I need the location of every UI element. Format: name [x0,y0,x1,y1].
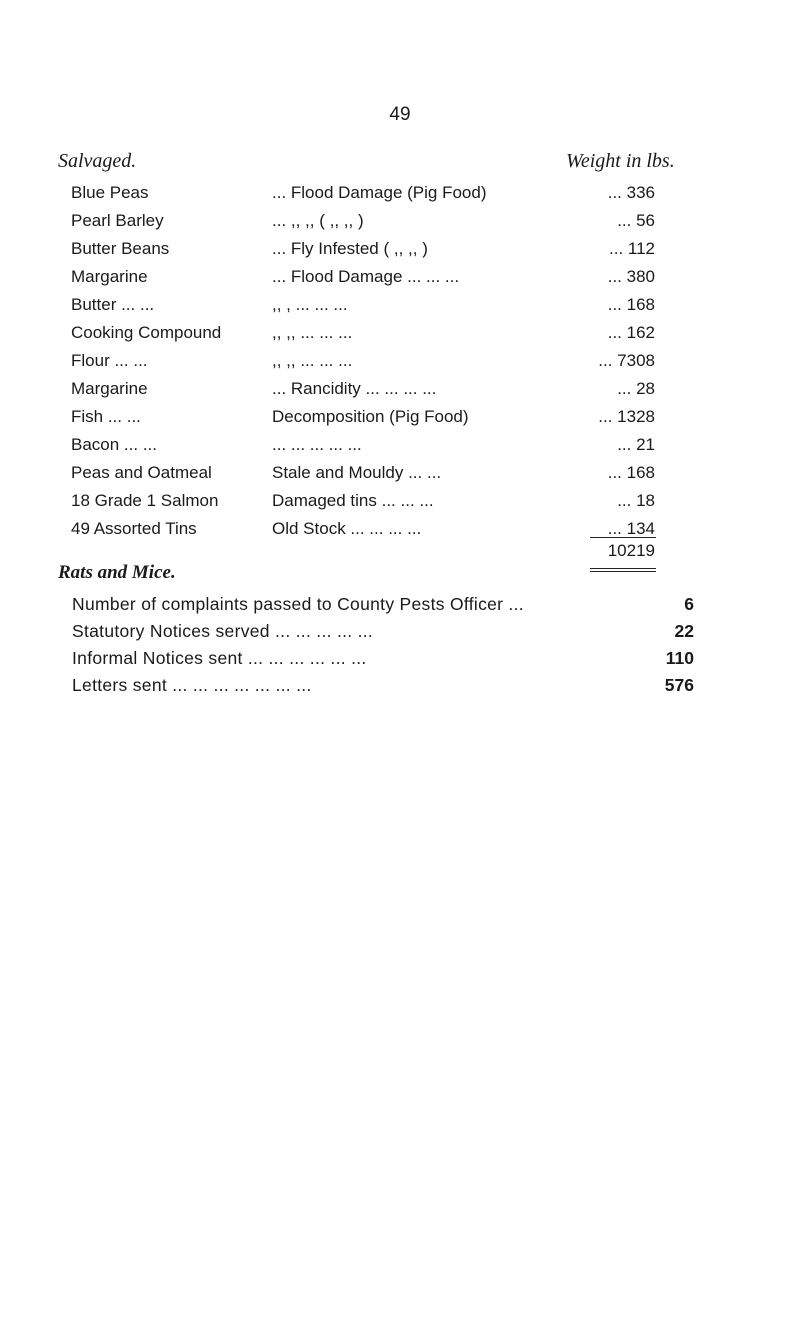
item-cell: Peas and Oatmeal [71,463,212,482]
table-row [0,460,800,488]
item-cell: Flour ... ... [71,351,148,370]
list-item [0,646,800,673]
table-row [0,320,800,348]
weight-cell: ... 18 [617,491,655,510]
weight-cell: ... 168 [607,463,655,482]
reason-cell: Decomposition (Pig Food) [272,407,469,426]
item-cell: Margarine [71,379,148,398]
reason-cell: ... Flood Damage (Pig Food) [272,183,487,202]
weight-cell: ... 28 [617,379,655,398]
reason-cell: ... ,, ,, ( ,, ,, ) [272,211,364,230]
list-item-value: 6 [684,594,694,614]
weight-cell: ... 162 [607,323,655,342]
item-cell: Pearl Barley [71,211,164,230]
item-cell: Fish ... ... [71,407,141,426]
item-cell: Margarine [71,267,148,286]
weight-cell: ... 134 [607,519,655,538]
salvaged-heading: Salvaged. [58,150,137,172]
weight-cell: ... 112 [609,239,655,258]
total-rule [590,537,656,538]
reason-cell: ... ... ... ... ... [272,435,362,454]
list-item [0,619,800,646]
list-item [0,673,800,700]
list-item-value: 110 [665,648,694,668]
item-cell: Bacon ... ... [71,435,157,454]
table-row [0,180,800,208]
table-row [0,236,800,264]
weight-cell: ... 21 [617,435,655,454]
list-item-label: Letters sent ... ... ... ... ... ... ... [72,675,312,695]
item-cell: Butter ... ... [71,295,155,314]
table-row [0,264,800,292]
salvaged-table [0,180,800,544]
table-row [0,348,800,376]
table-row [0,292,800,320]
weight-cell: ... 336 [607,183,655,202]
reason-cell: ... Fly Infested ( ,, ,, ) [272,239,428,258]
weight-cell: ... 56 [617,211,655,230]
item-cell: 49 Assorted Tins [71,519,197,538]
rats-and-mice-list [0,592,800,700]
reason-cell: ... Flood Damage ... ... ... [272,267,460,286]
item-cell: Blue Peas [71,183,149,202]
reason-cell: ,, ,, ... ... ... [272,351,353,370]
weight-cell: ... 380 [607,267,655,286]
list-item [0,592,800,619]
list-item-label: Informal Notices sent ... ... ... ... ... ... [72,648,367,668]
list-item-label: Statutory Notices served ... ... ... ... ... [72,621,374,641]
page-number: 49 [389,104,411,125]
rats-and-mice-heading: Rats and Mice. [58,562,176,583]
weight-cell: ... 7308 [598,351,655,370]
table-row [0,376,800,404]
weight-cell: ... 168 [607,295,655,314]
table-row [0,404,800,432]
reason-cell: Stale and Mouldy ... ... [272,463,442,482]
reason-cell: ,, ,, ... ... ... [272,323,353,342]
table-row [0,208,800,236]
table-row [0,432,800,460]
reason-cell: Damaged tins ... ... ... [272,491,434,510]
reason-cell: ,, , ... ... ... [272,295,348,314]
item-cell: Butter Beans [71,239,170,258]
weight-column-heading: Weight in lbs. [566,150,675,172]
list-item-label: Number of complaints passed to County Pests Officer ... [72,594,524,614]
list-item-value: 576 [664,675,694,695]
table-row [0,488,800,516]
weight-cell: ... 1328 [598,407,655,426]
total-double-rule [590,568,656,572]
reason-cell: Old Stock ... ... ... ... [272,519,422,538]
list-item-value: 22 [674,621,694,641]
item-cell: 18 Grade 1 Salmon [71,491,219,510]
total-weight: 10219 [607,541,655,560]
table-row [0,516,800,544]
reason-cell: ... Rancidity ... ... ... ... [272,379,437,398]
item-cell: Cooking Compound [71,323,222,342]
